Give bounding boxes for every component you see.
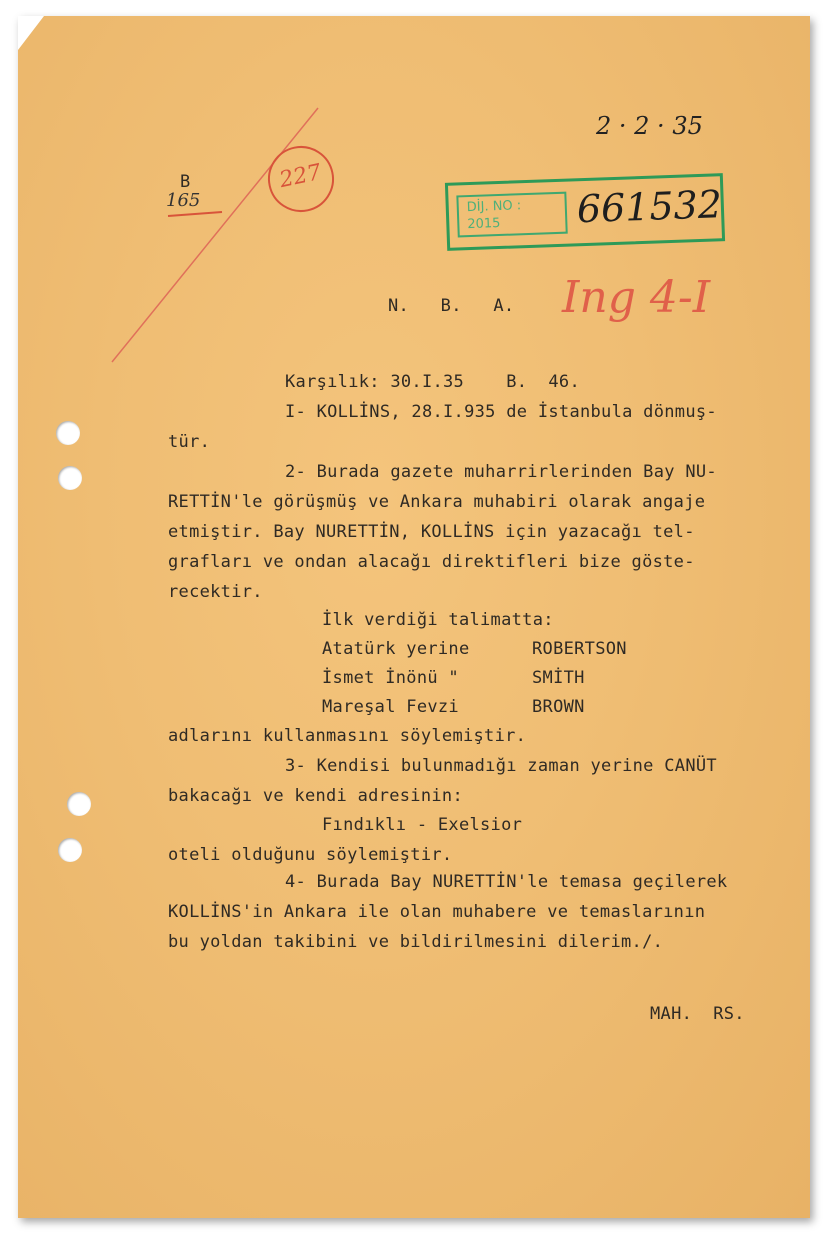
paragraph-2: 2- Burada gazete muharrirlerinden Bay NU- bbox=[285, 462, 717, 482]
stamp-year: 2015 bbox=[467, 215, 501, 233]
handwritten-date: 2 · 2 · 35 bbox=[596, 112, 703, 140]
archive-stamp bbox=[445, 173, 725, 251]
stamp-label-box bbox=[456, 192, 567, 238]
alias-code: ROBERTSON bbox=[532, 639, 627, 659]
stamp-label: DİJ. NO : bbox=[466, 198, 522, 216]
red-circle-number: 227 bbox=[277, 159, 324, 194]
paragraph-3-line: bakacağı ve kendi adresinin: bbox=[168, 786, 463, 806]
paragraph-4: 4- Burada Bay NURETTİN'le temasa geçilerek bbox=[285, 872, 728, 892]
handwritten-ref-number: 165 bbox=[166, 190, 201, 211]
document-title: N. B. A. bbox=[388, 296, 515, 316]
paragraph-4-line: KOLLİNS'in Ankara ile olan muhabere ve temaslarının bbox=[168, 902, 706, 922]
paragraph-2-line: RETTİN'le görüşmüş ve Ankara muhabiri olarak angaje bbox=[168, 492, 706, 512]
paragraph-2-line: recektir. bbox=[168, 582, 263, 602]
reference-line: Karşılık: 30.I.35 B. 46. bbox=[285, 372, 580, 392]
paragraph-3-end: oteli olduğunu söylemiştir. bbox=[168, 845, 453, 865]
alias-code: BROWN bbox=[532, 697, 585, 717]
signature: MAH. RS. bbox=[650, 1004, 745, 1024]
red-pencil-note: Ing 4-I bbox=[562, 272, 711, 323]
alias-name: İsmet İnönü " bbox=[322, 668, 459, 688]
instructions-heading: İlk verdiği talimatta: bbox=[322, 610, 554, 630]
alias-name: Mareşal Fevzi bbox=[322, 697, 459, 717]
alias-name: Atatürk yerine bbox=[322, 639, 470, 659]
stamp-number: 661532 bbox=[576, 182, 723, 232]
paragraph-2-line: grafları ve ondan alacağı direktifleri bize göste- bbox=[168, 552, 695, 572]
paragraph-1-cont: tür. bbox=[168, 432, 211, 452]
paragraph-1: I- KOLLİNS, 28.I.935 de İstanbula dönmuş- bbox=[285, 402, 717, 422]
address-line: Fındıklı - Exelsior bbox=[322, 815, 523, 835]
b-label: B bbox=[180, 172, 191, 192]
paragraph-3: 3- Kendisi bulunmadığı zaman yerine CANÜT bbox=[285, 756, 717, 776]
alias-code: SMİTH bbox=[532, 668, 585, 688]
paragraph-2-end: adlarını kullanmasını söylemiştir. bbox=[168, 726, 527, 746]
paragraph-4-end: bu yoldan takibini ve bildirilmesini dilerim./. bbox=[168, 932, 664, 952]
paragraph-2-line: etmiştir. Bay NURETTİN, KOLLİNS için yazacağı tel- bbox=[168, 522, 695, 542]
